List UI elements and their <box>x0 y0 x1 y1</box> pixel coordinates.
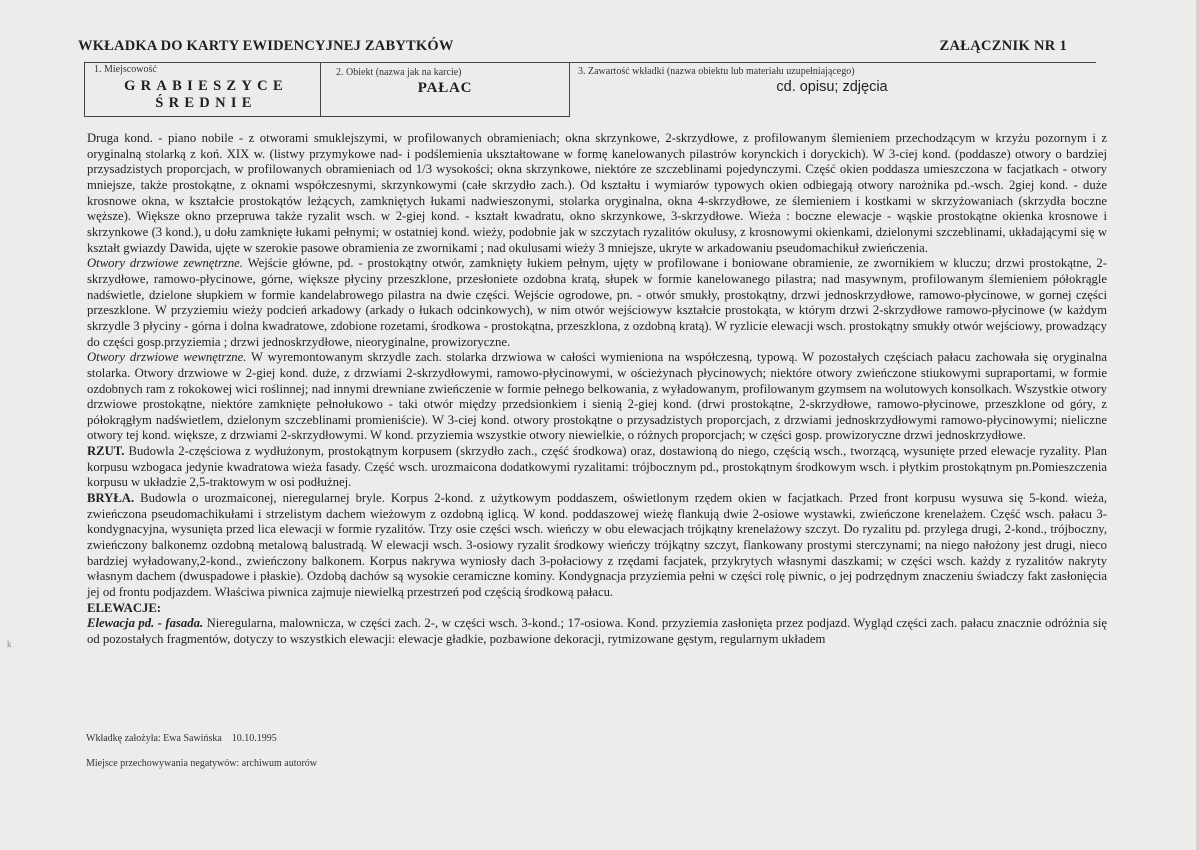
author-line <box>86 733 277 744</box>
text-south-elevation: Nieregularna, malownicza, w części zach. 2-, w części wsch. 3-kond.; 17-osiowa. Kond. przyziemia zasłonięta przez podjazd. Wygląd części zach. pałacu znacznie odróżnia się od pozostałych fragmentów, dotyczy to wszystkich elewacji: elewacje gładkie, pozbawione dekoracji, rytmizowane gęstym, regularnym układem <box>87 616 1107 646</box>
fields-bottom-rule <box>84 116 570 117</box>
author-text: Wkładkę założyła: Ewa Sawińska <box>86 733 222 744</box>
annex-number: ZAŁĄCZNIK NR 1 <box>939 38 1067 54</box>
field-3-label: 3. Zawartość wkładki (nazwa obiektu lub materiału uzupełniającego) <box>578 66 855 77</box>
heading-south-elevation: Elewacja pd. - fasada. <box>87 616 204 631</box>
document-title: WKŁADKA DO KARTY EWIDENCYJNEJ ZABYTKÓW <box>78 38 454 54</box>
field-3-contents: cd. opisu; zdjęcia <box>776 79 888 95</box>
heading-massing: BRYŁA. <box>87 491 135 506</box>
locality-line-1: GRABIESZYCE <box>124 78 288 94</box>
fields-divider-1 <box>320 62 321 116</box>
heading-exterior-doors: Otwory drzwiowe zewnętrzne. <box>87 256 243 271</box>
author-date: 10.10.1995 <box>231 733 277 744</box>
field-1-locality <box>96 78 316 112</box>
description-body <box>87 131 1107 648</box>
margin-mark: k <box>7 639 12 649</box>
negatives-storage-line: Miejsce przechowywania negatywów: archiwum autorów <box>86 758 318 769</box>
fields-top-rule <box>84 62 1096 63</box>
fields-divider-2 <box>569 62 570 116</box>
heading-plan: RZUT. <box>87 444 125 459</box>
paragraph-south-elevation <box>87 616 1107 647</box>
paragraph-plan <box>87 444 1107 491</box>
fields-left-rule <box>84 62 85 116</box>
text-exterior-doors: Wejście główne, pd. - prostokątny otwór, zamknięty łukiem pełnym, ujęty w profilowane i boniowane obramienie, ze zwornikiem w kluczu; drzwi prostokątne, 2-skrzydłowe, ramowo-płycinowe, górne, większe płyciny przeszklone, przesłoniete ozdobna kratą, słupek w formie kanelowanego pilastra; nad masywnym, profilowanym ślemieniem półokrągle nadświetle, dzielone słupkiem w formie kandelabrowego pilastra na dwie części. Wejście ogrodowe, pn. - otwór smukły, prostokątny, drzwi jednoskrzydłowe, ramowo-płycinowe, w gornej części przeszklone. W przyziemiu wieży podcień arkadowy (arkady o łukach odcinkowych), w nim otwór wejściowyw kształcie prostokąta, w którym drzwi 2-skrzydłowe ramowo-płycinowe (w każdym skrzydle 3 płyciny - górna i dolna kwadratowe, zdobione rozetami, środkowa - prostokątna, przeszklona, z ozdobną kratą). W ryzlicie elewacji wsch. prostokątny smukły otwór wejściowy, prowadzący do części gosp.przyziemia ; drzwi jednoskrzydłowe, nieoryginalne, prowizoryczne. <box>87 256 1108 349</box>
paragraph-interior-doors <box>87 350 1107 444</box>
paragraph-massing <box>87 491 1107 601</box>
locality-line-2: ŚREDNIE <box>155 95 257 111</box>
paragraph-windows: Druga kond. - piano nobile - z otworami smuklejszymi, w profilowanych obramieniach; okna skrzynkowe, 2-skrzydłowe, z profilowanym ślemieniem przechodzącym w krzyżu pozornym i z oryginalną stolarką z koń. XIX w. (listwy przymykowe nad- i podślemienia ukształtowane w formę kanelowanych pilastrów korynckich i doryckich). W 3-ciej kond. (poddasze) otwory o bardziej przysadzistych proporcjach, w profilowanych obramieniach od 1/3 wysokości; okna skrzynkowe, niektóre ze szczeblinami pojedynczymi. Część okien poddasza umieszczona w facjatkach - otwory mniejsze, także prostokątne, z oknami współczesnymi, skrzynkowymi (całe skrzydło zach.). Od kształtu i wymiarów typowych okien odbiegają otwory narożnika pd.-wsch. 2giej kond. - duże krosnowe okna, w kształcie prostokątów leżących, zamkniętych łukami nadwieszonymi, stolarka oryginalna, okna 4-skrzydłowe, ze ślemieniem i kostkami w skrzyżowaniach (skrzydła boczne węższe). Większe okno przepruwa także ryzalit wsch. w 2-giej kond. - kształt kwadratu, okno skrzynkowe, 3-skrzydłowe. Wieża : boczne elewacje - wąskie prostokątne okienka krosnowe i skrzynkowe (3 kond.), u dołu zamknięte łukami pełnymi; w ostatniej kond. wieży, podobnie jak w szczytach ryzalitów okulusy, z krosnowymi okienkami, dzielonymi szczeblinami, układającymi się w kształt gwiazdy Dawida, ujęte w szerokie pasowe obramienia ze zwornikami ; nad okulusami wieży 3 mniejsze, ukryte w arkadowaniu pseudomachikuł zwieńczenia. <box>87 131 1107 255</box>
text-interior-doors: W wyremontowanym skrzydle zach. stolarka drzwiowa w całości wymieniona na współczesną, typową. W pozostałych częściach pałacu zachowała się oryginalna stolarka. Otwory drzwiowe w 2-giej kond. duże, z drzwiami 2-skrzydłowymi, ramowo-płycinowymi, w ościeżynach płycinowych; niektóre otwory zwieńczone stiukowymi supraportami, w formie ozdobnych ram z rokokowej wici roślinnej; nad innymi drewniane zwieńczenie w formie pełnego belkowania, z wyładowanym, profilowanym gzymsem na wolutowych konsolkach. Wszystkie otwory drzwiowe prostokątne, niektóre zamknięte pełnołukowo - taki otwór między przedsionkiem i sienią 2-giej kond. (drwi prostokątne, 2-skrzydłowe, ramowo-płycinowe, przeszklone od góry, z półokrągłym nadświetlem, dzielonym szczeblinami promieniście). W 3-ciej kond. otwory prostokątne o przysadzistych proporcjach, z drzwiami jednoskrzydłowymi ramowo-płycinowymi; nieliczne otwory tej kond. większe, z drzwiami 2-skrzydłowymi. W kond. przyziemia wszystkie otwory niewielkie, o różnych proporcjach; w części gosp. prowizoryczne drzwi jednoskrzydłowe. <box>87 350 1107 443</box>
paragraph-elevations-heading <box>87 601 1107 617</box>
text-massing: Budowla o urozmaiconej, nieregularnej bryle. Korpus 2-kond. z użytkowym poddaszem, oświetlonym rzędem okien w facjatkach. Przed front korpusu wysuwa się 5-kond. wieża, zwieńczona pseudomachikułami i strzelistym dachem wieżowym z ozdobną iglicą. W kond. poddaszowej wieżę flankują dwie 2-osiowe wystawki, zwieńczone krenelażem. Część wsch. pałacu 3-kondygnacyjna, wysunięta przed lica elewacji w formie ryzalitów. Trzy osie części wsch. wieńczy w obu elewacjach trójkątny krenelażowy szczyt. Do ryzalitu pd. przylega drugi, 2-kond., trójboczny, zwieńczony balkonemz ozdobną metalową balustradą. W elewacji wsch. 3-osiowy ryzalit środkowy wieńczy trójkątny szczyt, flankowany prostymi sterczynami; na niego nałożony jest drugi, nieco bardziej wyładowany,2-kond., zwieńczony balkonem. Korpus nakrywa wyniosły dach 3-połaciowy z rzędami facjatek, przykrytych własnymi daszkami; w części wsch. każdy z ryzalitów nakryty własnym dachem (dwuspadowe i płaskie). Ozdobą dachów są wysokie ceramiczne kominy. Kondygnacja przyziemia pełni w części rolę piwnic, o jej podrzędnym znaczeniu świadczy fakt zasłonięcia jej od frontu podjazdem. Właściwa piwnica zajmuje niewielką przestrzeń pod częścią środkową pałacu. <box>87 491 1107 600</box>
field-1-label: 1. Miejscowość <box>94 64 157 75</box>
heading-elevations: ELEWACJE: <box>87 600 162 615</box>
heading-interior-doors: Otwory drzwiowe wewnętrzne. <box>87 350 247 365</box>
paragraph-exterior-doors <box>87 256 1107 350</box>
field-2-label: 2. Obiekt (nazwa jak na karcie) <box>336 67 462 78</box>
text-plan: Budowla 2-częściowa z wydłużonym, prostokątnym korpusem (skrzydło zach., część środkowa) oraz, dostawioną do niego, częścią wsch., tworzącą, wysunięte przed elewacje ryzality. Plan korpusu wzbogaca jedynie kwadratowa wieża fasady. Część wsch. urozmaicona dodatkowymi ryzalitami: trójbocznym pd., prostokątnym środkowym wsch. i płytkim prostokątnym pn.Pomieszczenia korpusu w układzie 2,5-traktowym w osi podłużnej. <box>87 444 1107 490</box>
field-2-object: PAŁAC <box>417 80 473 96</box>
